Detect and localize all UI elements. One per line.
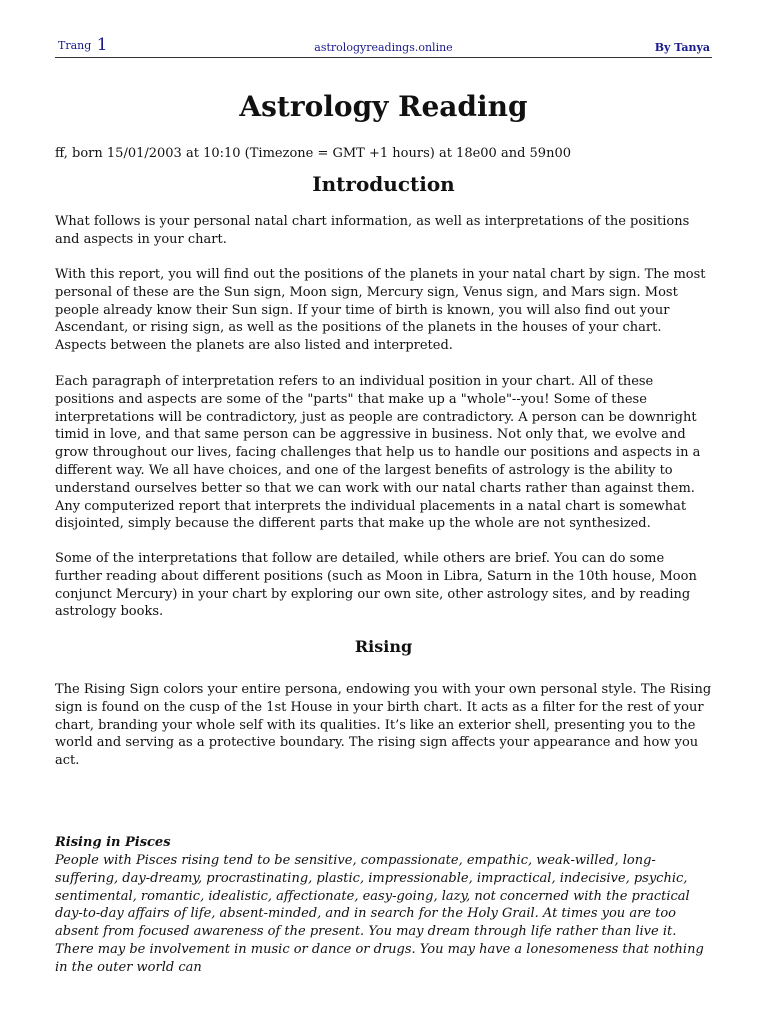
author-name: By Tanya — [654, 41, 710, 54]
page-title: Astrology Reading — [239, 90, 528, 123]
page-label: Trang — [58, 39, 92, 52]
document-page — [55, 0, 712, 1024]
birth-details: ff, born 15/01/2003 at 10:10 (Timezone = GMT +1 hours) at 18e00 and 59n00 — [55, 146, 571, 161]
rising-sign-heading: Rising in Pisces — [55, 835, 171, 850]
intro-paragraph-2: With this report, you will find out the positions of the planets in your natal chart by sign. The most personal of these are the Sun sign, Moon sign, Mercury sign, Venus sign, and Mars sign. Most people already know their Sun sign. If your time of birth is known, you will also find out your Ascendant, or rising sign, as well as the positions of the planets in the houses of your chart. Aspects between the planets are also listed and interpreted. — [55, 267, 706, 354]
page-number: 1 — [96, 35, 108, 55]
intro-paragraph-1: What follows is your personal natal chart information, as well as interpretations of the positions and aspects in your chart. — [55, 214, 690, 247]
intro-paragraph-4: Some of the interpretations that follow are detailed, while others are brief. You can do some further reading about different positions (such as Moon in Libra, Saturn in the 10th house, Moon conjunct Mercury) in your chart by exploring our own site, other astrology sites, and by reading astrology books. — [55, 551, 697, 620]
rising-heading: Rising — [354, 637, 413, 656]
intro-paragraph-3: Each paragraph of interpretation refers to an individual position in your chart. All of these positions and aspects are some of the "parts" that make up a "whole"--you! Some of these interpretations will be contradictory, just as people are contradictory. A person can be downright timid in love, and that same person can be aggressive in business. Not only that, we evolve and grow throughout our lives, facing challenges that help us to handle our positions and aspects in a different way. We all have choices, and one of the largest benefits of astrology is the ability to understand ourselves better so that we can work with our natal charts rather than against them. Any computerized report that interprets the individual placements in a natal chart is somewhat disjointed, simply because the different parts that make up the whole are not synthesized. — [55, 374, 701, 532]
site-name: astrologyreadings.online — [314, 41, 453, 54]
rising-sign-text: People with Pisces rising tend to be sensitive, compassionate, empathic, weak-willed, long-suffering, day-dreamy, procrastinating, plastic, impressionable, impractical, indecisive, psychic, sentimental, romantic, idealistic, affectionate, easy-going, lazy, not concerned with the practical day-to-day affairs of life, absent-minded, and in search for the Holy Grail. At times you are too absent from focused awareness of the present. You may dream through life rather than live it. There may be involvement in music or dance or drugs. You may have a lonesomeness that nothing in the outer world can — [55, 853, 704, 975]
rising-paragraph: The Rising Sign colors your entire persona, endowing you with your own personal style. The Rising sign is found on the cusp of the 1st House in your birth chart. It acts as a filter for the rest of your chart, branding your whole self with its qualities. It’s like an exterior shell, presenting you to the world and serving as a protective boundary. The rising sign affects your appearance and how you act. — [55, 682, 712, 769]
page-header — [55, 33, 712, 58]
introduction-heading: Introduction — [312, 172, 455, 196]
